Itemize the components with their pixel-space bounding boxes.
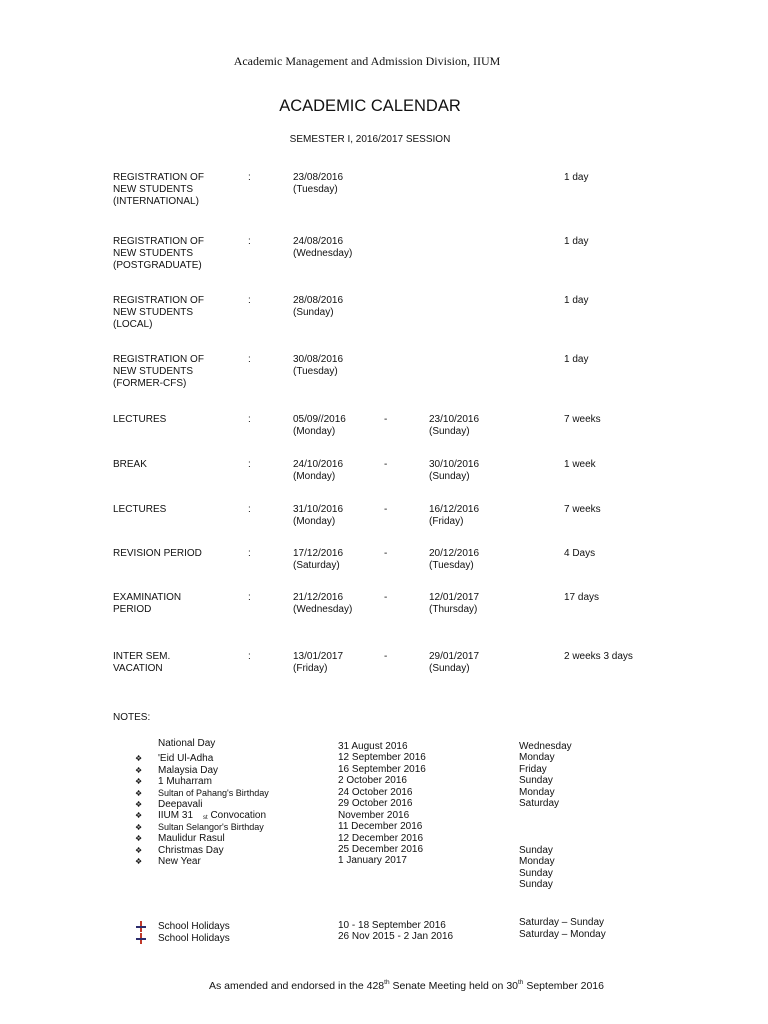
holiday-name: Maulidur Rasul	[158, 833, 225, 844]
calendar-row	[0, 295, 768, 345]
start-date: 13/01/2017 (Friday)	[293, 651, 344, 674]
start-date: 24/08/2016 (Wednesday)	[293, 236, 353, 259]
page-title: ACADEMIC CALENDAR	[279, 97, 461, 115]
duration: 17 days	[564, 592, 600, 603]
start-date: 21/12/2016 (Wednesday)	[293, 592, 353, 615]
event-label: EXAMINATION PERIOD	[113, 592, 182, 615]
start-date: 31/10/2016 (Monday)	[293, 504, 344, 527]
school-holiday-dates: 26 Nov 2015 - 2 Jan 2016	[338, 931, 454, 942]
school-holiday-name: School Holidays	[158, 921, 230, 932]
semester-subtitle: SEMESTER I, 2016/2017 SESSION	[289, 134, 451, 145]
end-date: 30/10/2016 (Sunday)	[429, 459, 480, 482]
bullet-icon: ❖	[135, 754, 143, 763]
bullet-icon: ❖	[135, 777, 143, 786]
holiday-date: 1 January 2017	[338, 855, 407, 866]
start-date: 23/08/2016 (Tuesday)	[293, 172, 344, 195]
holiday-weekday: Sunday	[519, 868, 553, 879]
calendar-row	[0, 414, 768, 464]
colon-separator: :	[248, 236, 251, 247]
bullet-icon: ❖	[135, 800, 143, 809]
end-date: 29/01/2017 (Sunday)	[429, 651, 480, 674]
holiday-weekday: Friday	[519, 764, 547, 775]
duration: 1 day	[564, 236, 589, 247]
holiday-name: Deepavali	[158, 799, 203, 810]
school-holiday-icon	[136, 921, 146, 932]
start-date: 17/12/2016 (Saturday)	[293, 548, 344, 571]
duration: 1 day	[564, 172, 589, 183]
bullet-icon: ❖	[135, 789, 143, 798]
end-date: 23/10/2016 (Sunday)	[429, 414, 480, 437]
calendar-row	[0, 548, 768, 598]
duration: 1 week	[564, 459, 596, 470]
division-header: Academic Management and Admission Division, IIUM	[233, 54, 501, 68]
start-date: 28/08/2016 (Sunday)	[293, 295, 344, 318]
holiday-date: 31 August 2016	[338, 741, 408, 752]
event-label: INTER SEM. VACATION	[113, 651, 171, 674]
footer-part3: September 2016	[523, 980, 604, 992]
colon-separator: :	[248, 548, 251, 559]
start-date: 24/10/2016 (Monday)	[293, 459, 344, 482]
holiday-weekday: Saturday	[519, 798, 560, 809]
calendar-row	[0, 651, 768, 701]
convocation-suffix: st	[203, 815, 208, 821]
date-range-dash: -	[384, 592, 388, 603]
end-date: 12/01/2017 (Thursday)	[429, 592, 480, 615]
start-date: 30/08/2016 (Tuesday)	[293, 354, 344, 377]
event-label: REGISTRATION OF NEW STUDENTS (LOCAL)	[113, 295, 204, 330]
colon-separator: :	[248, 504, 251, 515]
holiday-name: 'Eid Ul-Adha	[158, 753, 214, 764]
calendar-row	[0, 354, 768, 404]
duration: 4 Days	[564, 548, 596, 559]
date-range-dash: -	[384, 414, 388, 425]
holiday-name: 1 Muharram	[158, 776, 212, 787]
convocation-suffix-wrap	[203, 810, 266, 821]
national-day-name: National Day	[158, 738, 216, 749]
start-date: 05/09//2016 (Monday)	[293, 414, 346, 437]
date-range-dash: -	[384, 651, 388, 662]
holiday-date: 16 September 2016	[338, 764, 426, 775]
bullet-icon: ❖	[135, 834, 143, 843]
event-label: LECTURES	[113, 414, 167, 425]
footer-sup2: th	[518, 979, 524, 986]
school-holiday-name: School Holidays	[158, 933, 230, 944]
bullet-icon: ❖	[135, 811, 143, 820]
colon-separator: :	[248, 651, 251, 662]
colon-separator: :	[248, 172, 251, 183]
holiday-date: 11 December 2016	[338, 821, 423, 832]
holiday-weekday: Sunday	[519, 775, 553, 786]
holiday-date: 12 December 2016	[338, 833, 424, 844]
bullet-icon: ❖	[135, 766, 143, 775]
footer-part1: As amended and endorsed in the 428	[209, 980, 385, 992]
school-holiday-days: Saturday – Monday	[519, 929, 606, 940]
holiday-date: 2 October 2016	[338, 775, 407, 786]
duration: 2 weeks 3 days	[564, 651, 633, 662]
date-range-dash: -	[384, 504, 388, 515]
holiday-date: November 2016	[338, 810, 410, 821]
holiday-name: Sultan of Pahang's Birthday	[158, 788, 269, 798]
date-range-dash: -	[384, 459, 388, 470]
holiday-date: 12 September 2016	[338, 752, 426, 763]
colon-separator: :	[248, 414, 251, 425]
notes-label: NOTES:	[113, 712, 151, 723]
calendar-row	[0, 236, 768, 286]
bullet-icon: ❖	[135, 846, 143, 855]
event-label: REGISTRATION OF NEW STUDENTS (POSTGRADUATE)	[113, 236, 204, 271]
school-holiday-days: Saturday – Sunday	[519, 917, 605, 928]
event-label: BREAK	[113, 459, 147, 470]
holiday-weekday: Sunday	[519, 845, 553, 856]
duration: 7 weeks	[564, 504, 601, 515]
holiday-weekday: Sunday	[519, 879, 553, 890]
school-holiday-dates: 10 - 18 September 2016	[338, 920, 446, 931]
holiday-weekday: Monday	[519, 752, 555, 763]
holiday-date: 24 October 2016	[338, 787, 413, 798]
colon-separator: :	[248, 592, 251, 603]
colon-separator: :	[248, 295, 251, 306]
holiday-name: New Year	[158, 856, 201, 867]
holiday-name: Sultan Selangor's Birthday	[158, 822, 264, 832]
school-holiday-icon	[136, 933, 146, 944]
duration: 1 day	[564, 354, 589, 365]
event-label: LECTURES	[113, 504, 167, 515]
calendar-row	[0, 592, 768, 642]
calendar-row	[0, 504, 768, 554]
calendar-row	[0, 172, 768, 222]
event-label: REGISTRATION OF NEW STUDENTS (FORMER-CFS)	[113, 354, 204, 389]
bullet-icon: ❖	[135, 823, 143, 832]
holiday-date: 29 October 2016	[338, 798, 413, 809]
holiday-weekday: Monday	[519, 787, 555, 798]
date-range-dash: -	[384, 548, 388, 559]
event-label: REVISION PERIOD	[113, 548, 202, 559]
footer-note	[209, 979, 604, 992]
calendar-row	[0, 459, 768, 509]
holiday-name: IIUM 31	[158, 810, 194, 821]
event-label: REGISTRATION OF NEW STUDENTS (INTERNATIONAL)	[113, 172, 204, 207]
footer-sup1: th	[384, 979, 390, 986]
duration: 7 weeks	[564, 414, 601, 425]
holiday-name: Christmas Day	[158, 845, 224, 856]
holiday-weekday: Wednesday	[519, 741, 572, 752]
end-date: 16/12/2016 (Friday)	[429, 504, 480, 527]
colon-separator: :	[248, 459, 251, 470]
convocation-tail: Convocation	[207, 810, 267, 821]
colon-separator: :	[248, 354, 251, 365]
holiday-date: 25 December 2016	[338, 844, 424, 855]
duration: 1 day	[564, 295, 589, 306]
footer-part2: Senate Meeting held on 30	[389, 980, 518, 992]
end-date: 20/12/2016 (Tuesday)	[429, 548, 480, 571]
holiday-name: Malaysia Day	[158, 765, 219, 776]
holiday-weekday: Monday	[519, 856, 555, 867]
bullet-icon: ❖	[135, 857, 143, 866]
